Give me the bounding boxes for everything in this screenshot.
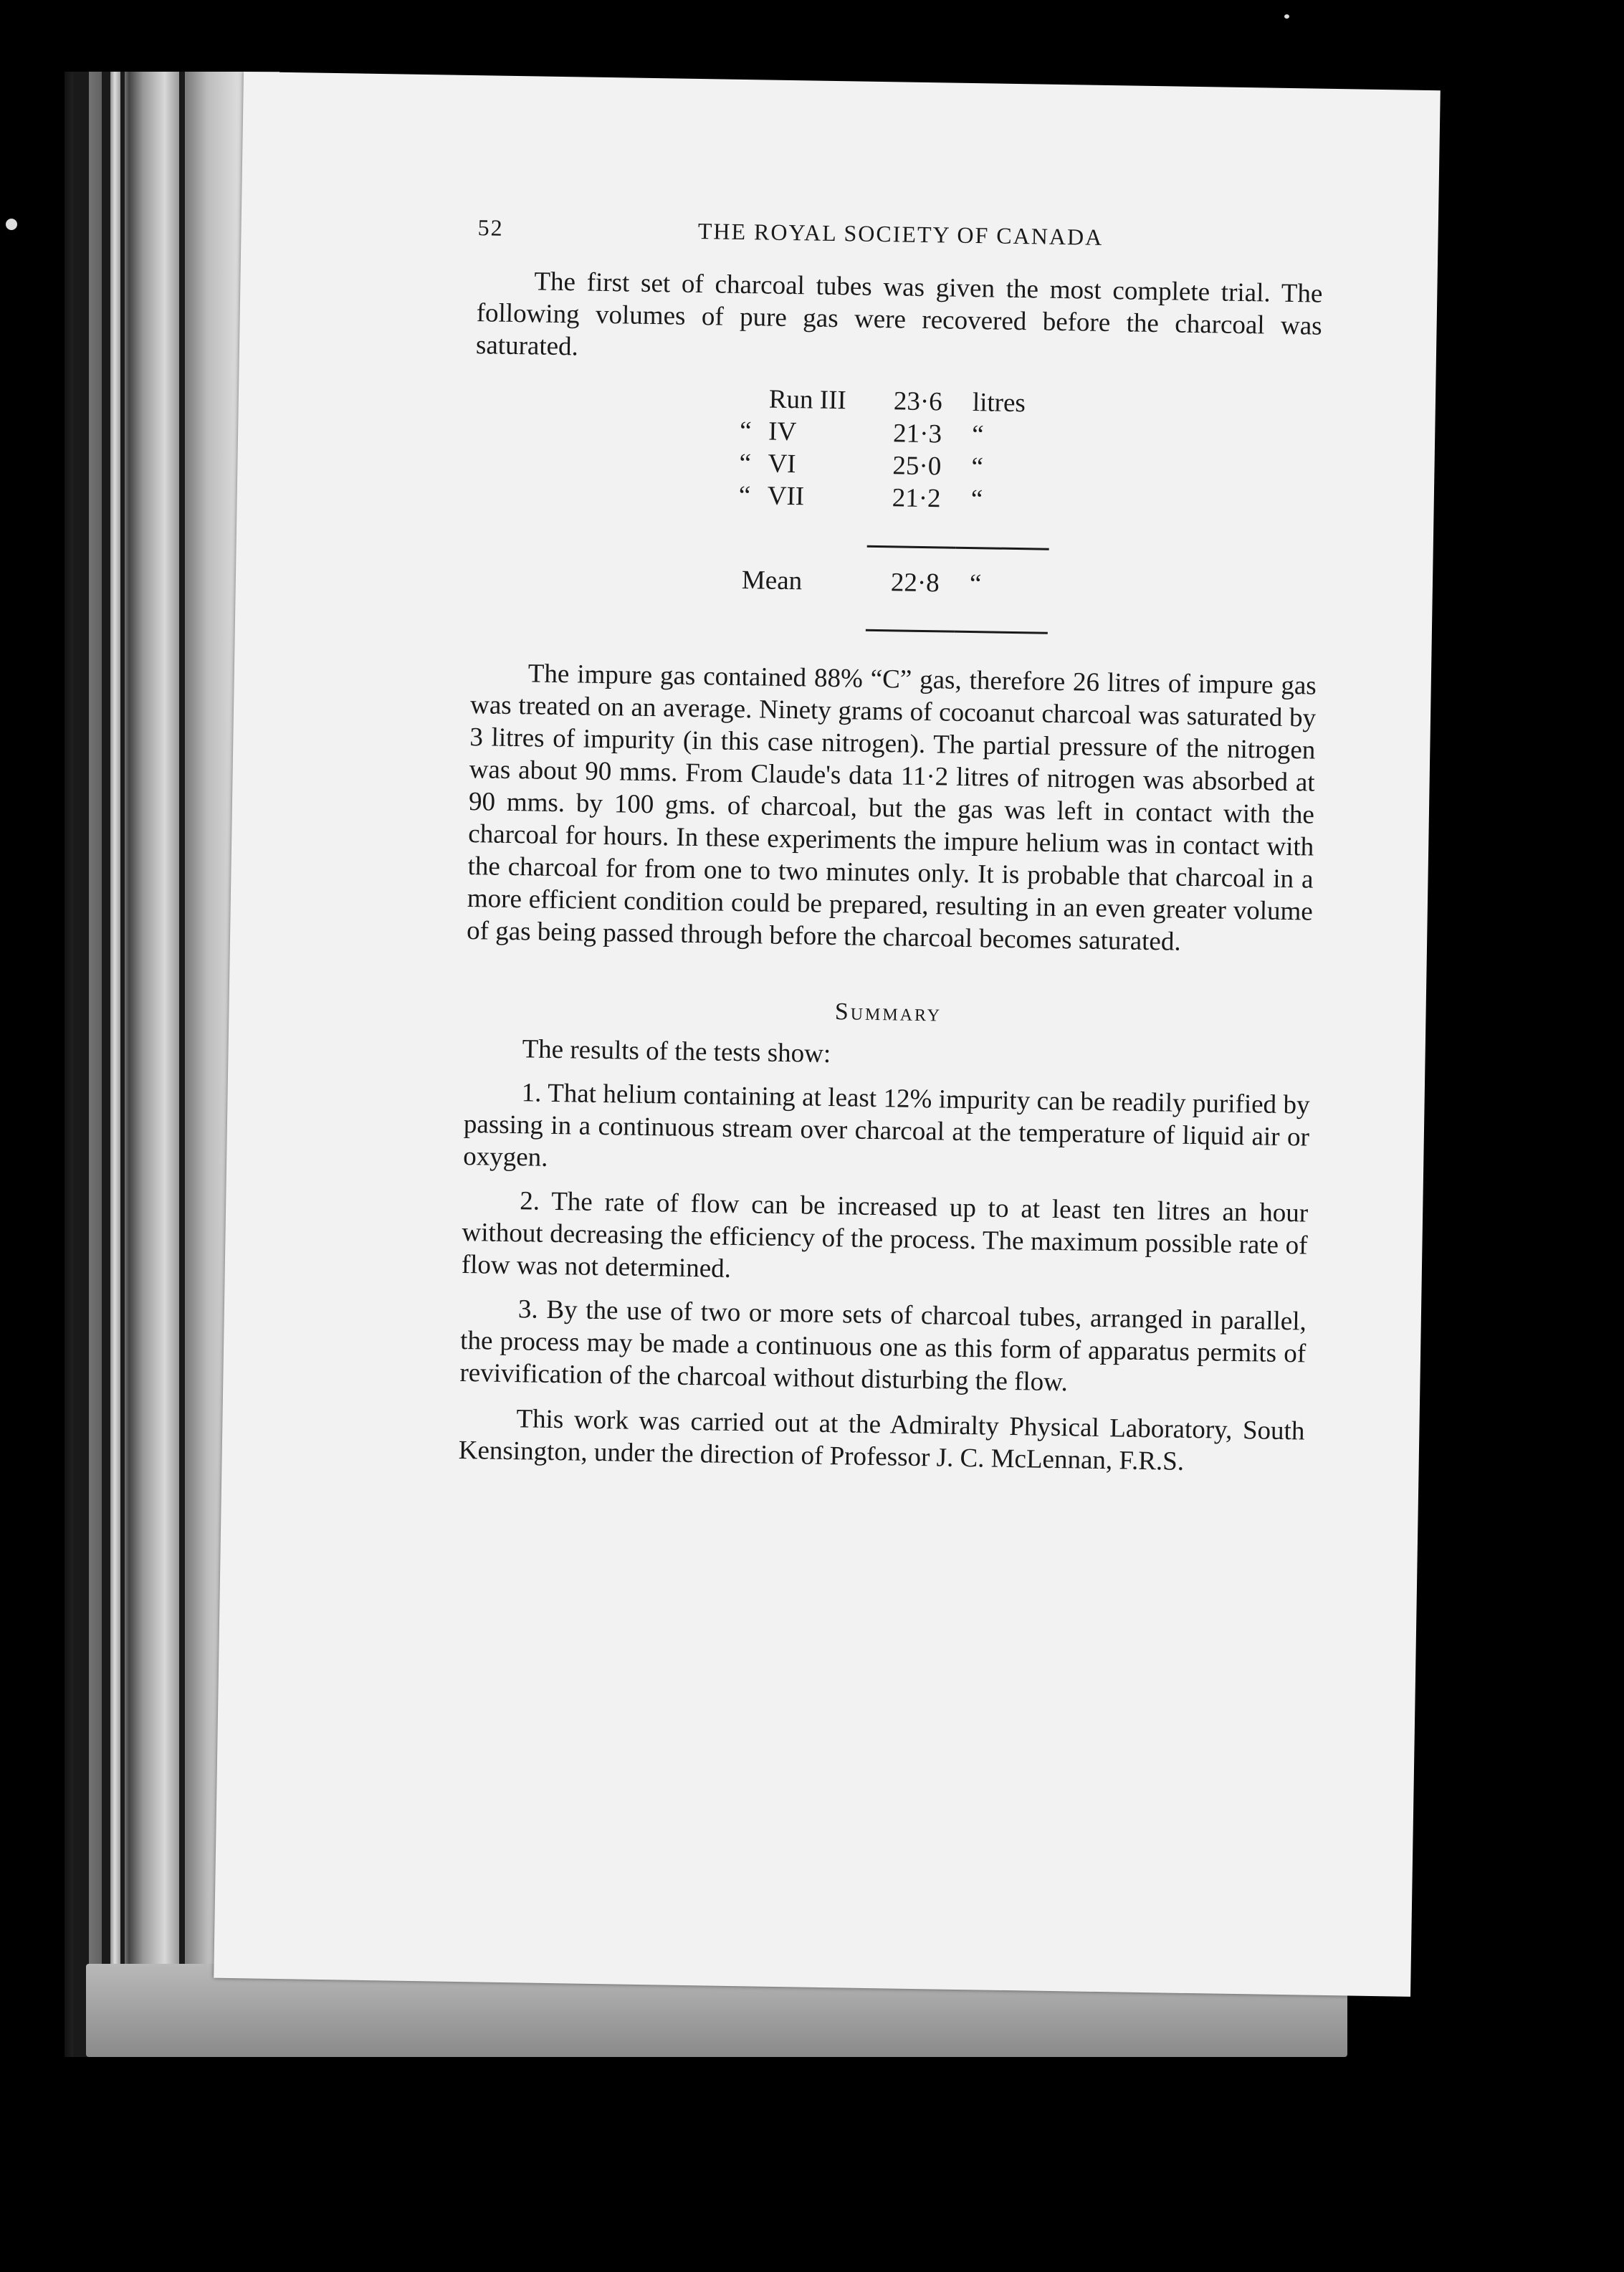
dust-speck xyxy=(6,219,17,230)
ditto-cell xyxy=(740,383,770,416)
mean-rule-row xyxy=(737,596,1049,633)
run-label: VI xyxy=(768,449,796,479)
closing-paragraph: This work was carried out at the Admiralty Physical Laboratory, South Kensington, under the direction of Professor J. C. McLennan, F.R.S. xyxy=(458,1404,1305,1476)
run-value: 21·3 xyxy=(892,419,942,449)
run-value: 25·0 xyxy=(892,451,942,482)
summary-item: 2. The rate of flow can be increased up to at least ten litres an hour without decreasing the efficiency of the process. The maximum possible rate of flow was not determined. xyxy=(461,1186,1309,1284)
summary-item: 1. That helium containing at least 12% impurity can be readily purified by passing in a continuous stream over charcoal at the temperature of liquid air or oxygen. xyxy=(462,1078,1310,1173)
paragraph-first-set: The first set of charcoal tubes was given the most complete trial. The following volumes of pure gas were recovered before the charcoal was saturated. xyxy=(475,267,1323,362)
run-unit: litres xyxy=(972,388,1026,419)
ditto-cell: “ xyxy=(738,480,751,511)
page-header xyxy=(477,211,1324,268)
ditto-cell: “ xyxy=(739,448,752,479)
page-content xyxy=(458,211,1323,1479)
summary-item: 3. By the use of two or more sets of charcoal tubes, arranged in parallel, the process may be made a continuous one as this form of apparatus permits of revivification of the charcoal without disturbing the flow. xyxy=(459,1294,1307,1398)
document-page xyxy=(214,72,1441,1997)
table-row xyxy=(740,415,1051,452)
summary-intro: The results of the tests show: xyxy=(522,1034,831,1069)
run-value: 23·6 xyxy=(893,386,943,417)
table-row xyxy=(740,383,1052,420)
mean-unit: “ xyxy=(969,568,982,598)
table-row xyxy=(738,479,1050,517)
run-label: IV xyxy=(768,416,797,447)
sum-rule xyxy=(867,514,1050,549)
summary-heading: Summary xyxy=(834,998,942,1027)
run-unit: “ xyxy=(971,420,984,450)
mean-value: 22·8 xyxy=(890,567,940,598)
sum-rule-row xyxy=(738,512,1050,549)
page-number: 52 xyxy=(477,214,504,241)
mean-label: Mean xyxy=(741,565,803,596)
run-label: VII xyxy=(767,481,805,512)
running-head: THE ROYAL SOCIETY OF CANADA xyxy=(697,217,1104,250)
ditto-cell: “ xyxy=(739,416,752,447)
run-unit: “ xyxy=(971,452,984,482)
run-value: 21·2 xyxy=(892,483,941,514)
runs-table xyxy=(737,383,1051,634)
table-row xyxy=(739,447,1051,485)
dust-speck xyxy=(1284,14,1289,19)
mean-rule xyxy=(866,598,1049,633)
paragraph-impure-gas: The impure gas contained 88% “C” gas, therefore 26 litres of impure gas was treated on an average. Ninety grams of cocoanut charcoal was saturated by 3 litres of impurity (in this case nitrogen). The partial pressure of the nitrogen was about 90 mms. From Claude's data 11·2 litres of nitrogen was absorbed at 90 mms. by 100 gms. of charcoal, but the gas was left in contact with the charcoal for hours. In these experiments the impure helium was in contact with the charcoal for from one to two minutes only. It is probable that charcoal in a more efficient condition could be prepared, resulting in an even greater volume of gas being passed through before the charcoal becomes saturated. xyxy=(466,659,1317,957)
run-unit: “ xyxy=(970,485,983,515)
mean-row xyxy=(737,544,1049,601)
run-label: Run III xyxy=(768,384,847,416)
